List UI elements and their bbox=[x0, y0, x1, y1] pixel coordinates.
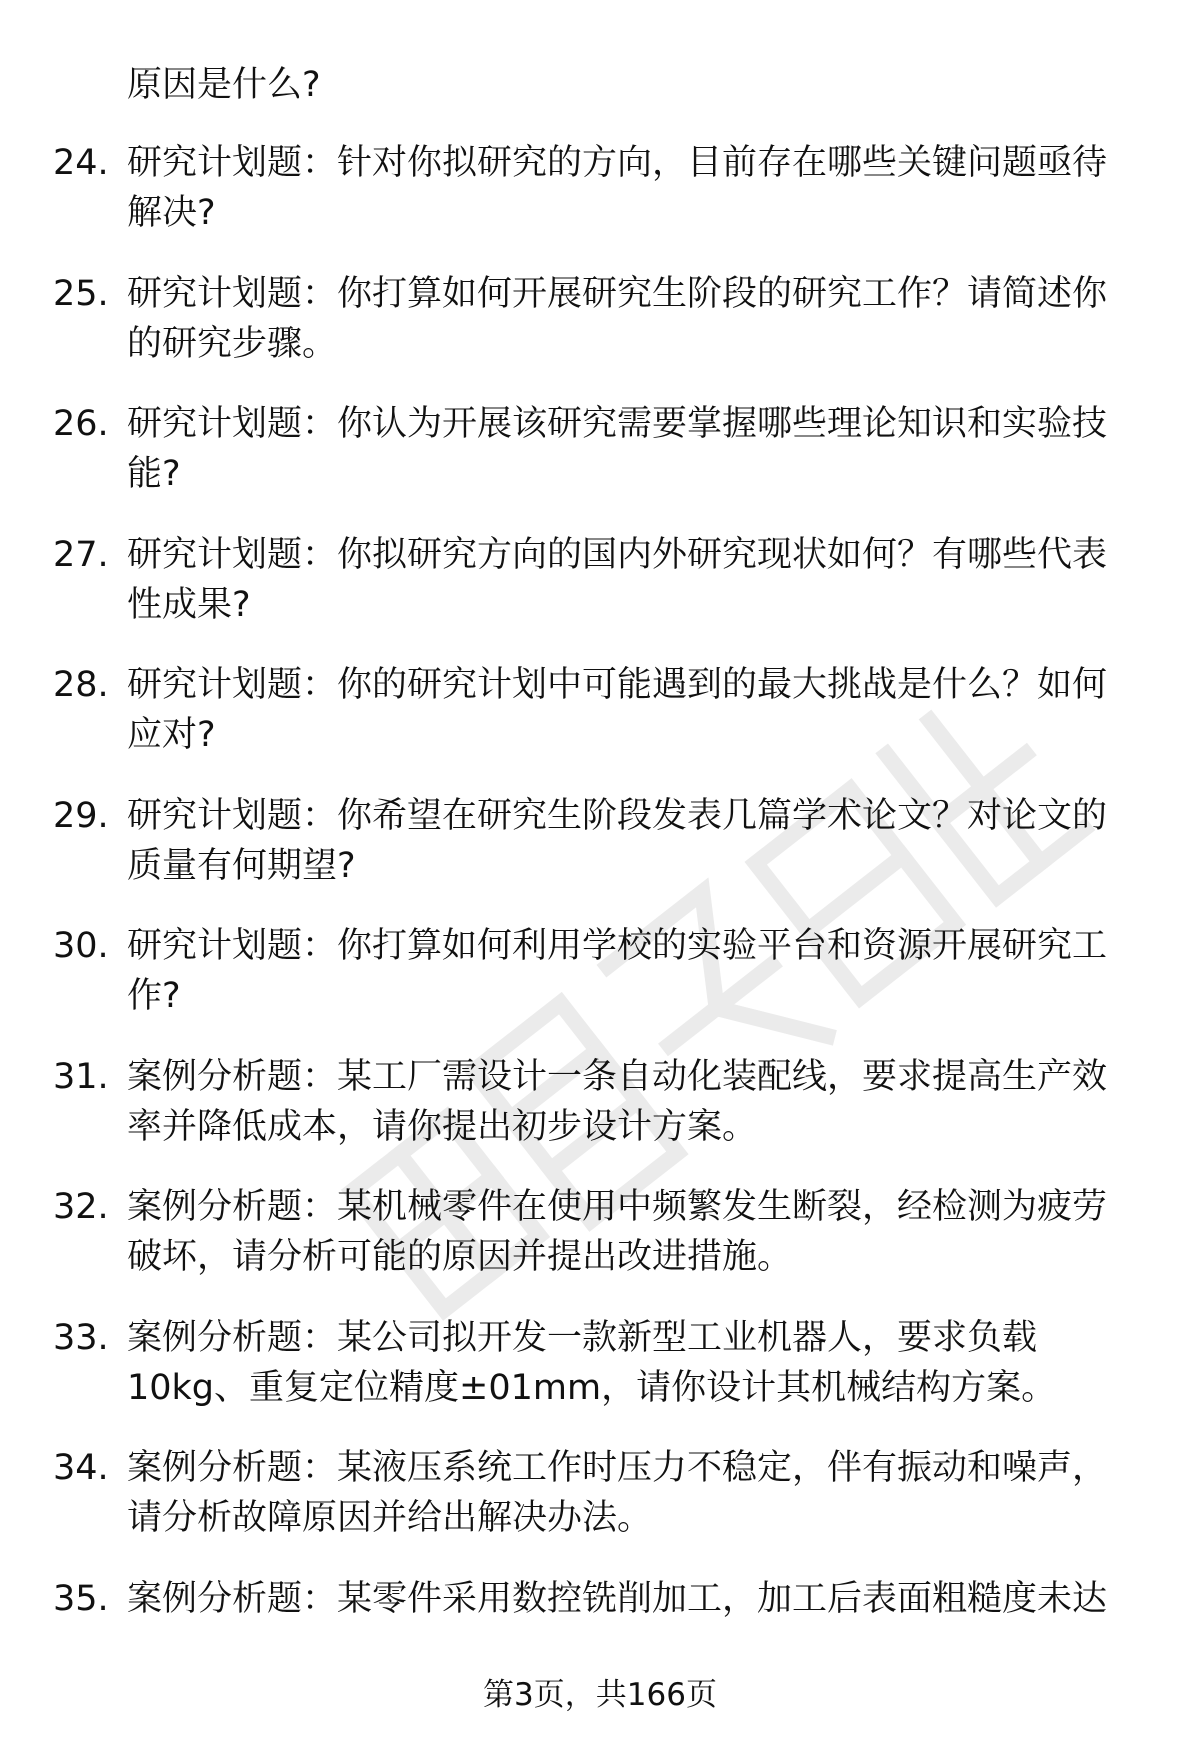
item-number: 32. bbox=[53, 1187, 109, 1227]
list-item bbox=[0, 530, 1200, 661]
item-text: 案例分析题：某公司拟开发一款新型工业机器人，要求负载10kg、重复定位精度±01mm，请你设计其机械结构方案。 bbox=[127, 1317, 1057, 1408]
item-text: 研究计划题：你打算如何开展研究生阶段的研究工作？请简述你的研究步骤。 bbox=[127, 273, 1108, 364]
continuation-text: 原因是什么? bbox=[127, 65, 321, 105]
list-item bbox=[0, 791, 1200, 922]
list-item bbox=[0, 1052, 1200, 1183]
item-number: 33. bbox=[53, 1317, 109, 1358]
item-text: 研究计划题：你认为开展该研究需要掌握哪些理论知识和实验技能? bbox=[127, 404, 1108, 494]
item-text: 研究计划题：你拟研究方向的国内外研究现状如何？有哪些代表性成果? bbox=[127, 534, 1108, 625]
item-text: 研究计划题：你打算如何利用学校的实验平台和资源开展研究工作? bbox=[127, 926, 1108, 1016]
item-number: 34. bbox=[53, 1448, 109, 1488]
item-text: 案例分析题：某机械零件在使用中频繁发生断裂，经检测为疲劳破坏，请分析可能的原因并提出改进措施。 bbox=[127, 1187, 1108, 1277]
list-item bbox=[0, 138, 1200, 269]
item-text: 研究计划题：你的研究计划中可能遇到的最大挑战是什么？如何应对? bbox=[127, 665, 1108, 755]
item-number: 29. bbox=[53, 795, 109, 836]
item-text: 研究计划题：你希望在研究生阶段发表几篇学术论文？对论文的质量有何期望? bbox=[127, 795, 1108, 886]
item-text: 案例分析题：某工厂需设计一条自动化装配线，要求提高生产效率并降低成本，请你提出初步设计方案。 bbox=[127, 1056, 1108, 1147]
item-number: 26. bbox=[53, 404, 109, 444]
item-text: 案例分析题：某液压系统工作时压力不稳定，伴有振动和噪声，请分析故障原因并给出解决办法。 bbox=[127, 1448, 1108, 1538]
item-text: 案例分析题：某零件采用数控铣削加工，加工后表面粗糙度未达 bbox=[127, 1578, 1108, 1619]
list-item bbox=[0, 269, 1200, 400]
list-item bbox=[0, 399, 1200, 530]
list-item bbox=[0, 1313, 1200, 1444]
item-text: 研究计划题：针对你拟研究的方向，目前存在哪些关键问题亟待解决? bbox=[127, 143, 1108, 233]
item-number: 31. bbox=[53, 1056, 109, 1097]
item-number: 27. bbox=[53, 534, 109, 575]
item-number: 30. bbox=[53, 926, 109, 966]
page-footer: 第3页，共166页 bbox=[483, 1677, 717, 1713]
item-number: 28. bbox=[53, 665, 109, 705]
list-item bbox=[0, 1443, 1200, 1574]
item-number: 25. bbox=[53, 273, 109, 314]
item-number: 35. bbox=[53, 1578, 109, 1619]
list-item bbox=[0, 1182, 1200, 1313]
list-item bbox=[0, 660, 1200, 791]
question-list bbox=[0, 138, 1200, 1704]
item-number: 24. bbox=[53, 143, 109, 183]
list-item bbox=[0, 921, 1200, 1052]
